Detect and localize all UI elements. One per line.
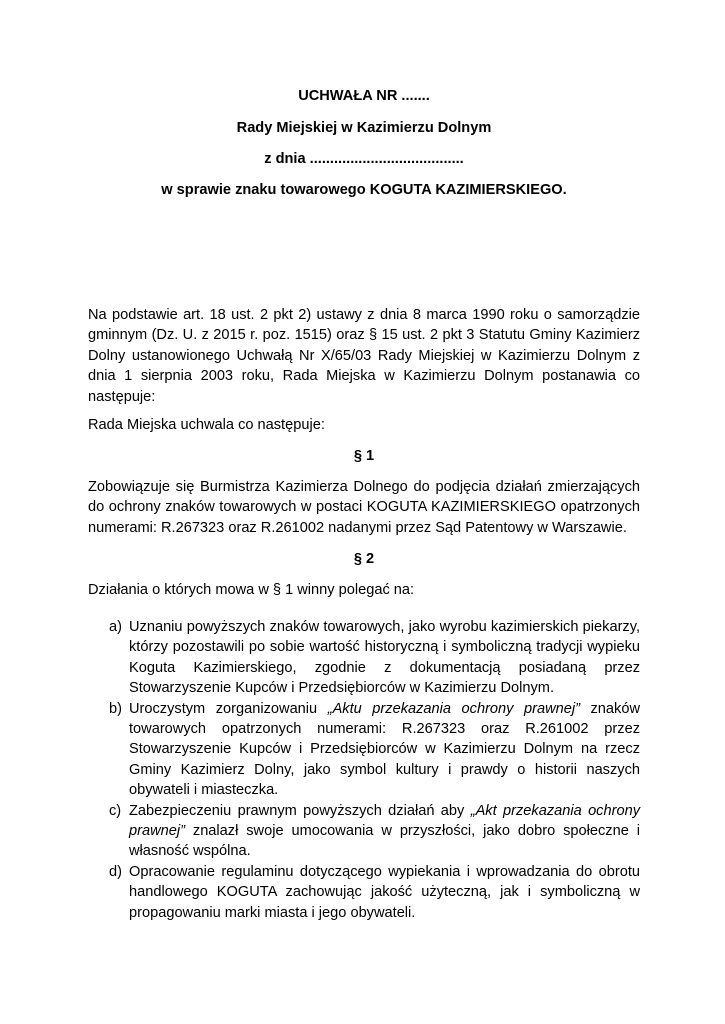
list-item <box>88 617 640 699</box>
list-marker: d) <box>109 863 122 880</box>
section-1-text: Zobowiązuje się Burmistrza Kazimierza Dolnego do podjęcia działań zmierzających do ochrony znaków towarowych w postaci KOGUTA KAZIMIERSKIEGO opatrzonych numerami: R.267323 oraz R.261002 nadanymi przez Sąd Patentowy w Warszawie. <box>88 479 640 536</box>
act-title-italic: „Aktu przekazania ochrony prawnej” <box>327 700 580 717</box>
actions-list <box>88 617 640 923</box>
list-item-text-pre: Zabezpieczeniu prawnym powyższych działań aby <box>129 802 471 819</box>
list-item-text-post: znalazł swoje umocowania w przyszłości, jako dobro społeczne i własność wspólna. <box>129 823 640 860</box>
section-2-heading: § 2 <box>353 551 375 567</box>
council-resolves-line: Rada Miejska uchwala co następuje: <box>88 417 325 433</box>
section-2-lead: Działania o których mowa w § 1 winny polegać na: <box>88 582 415 598</box>
section-1-heading: § 1 <box>353 448 375 464</box>
resolution-title: UCHWAŁA NR ....... <box>298 88 430 104</box>
act-title-italic: „Akt przekazania ochrony prawnej” <box>129 802 640 840</box>
list-item <box>88 699 640 801</box>
legal-basis-paragraph: Na podstawie art. 18 ust. 2 pkt 2) ustawy z dnia 8 marca 1990 roku o samorządzie gminnym (Dz. U. z 2015 r. poz. 1515) oraz § 15 ust. 2 pkt 3 Statutu Gminy Kazimierz Dolny ustanowionego Uchwałą Nr X/65/03 Rady Miejskiej w Kazimierzu Dolnym z dnia 1 sierpnia 2003 roku, Rada Miejska w Kazimierzu Dolnym postanawia co następuje: <box>88 307 640 405</box>
resolution-date: z dnia ...................................... <box>264 151 464 167</box>
list-marker: c) <box>109 802 122 819</box>
list-item-text-pre: Uroczystym zorganizowaniu <box>129 700 328 717</box>
list-item-text: Uznaniu powyższych znaków towarowych, jako wyrobu kazimierskich piekarzy, którzy pozostawili po sobie wartość historyczną i symboliczną tradycji wypieku Koguta Kazimierskiego, zgodnie z dokumentacją posiadaną przez Stowarzyszenie Kupców i Przedsiębiorców w Kazimierzu Dolnym. <box>129 619 640 697</box>
list-marker: a) <box>109 619 122 635</box>
list-item <box>88 801 640 862</box>
list-item <box>88 862 640 923</box>
list-item-text-post: znaków towarowych opatrzonych numerami: R.267323 oraz R.261002 przez Stowarzyszenie Kupców i Przedsiębiorców w Kazimierzu Dolnym na rzecz Gminy Kazimierz Dolny, jako symbol kultury i prawdy o historii naszych obywateli i miasteczka. <box>129 700 640 799</box>
resolution-subject: w sprawie znaku towarowego KOGUTA KAZIMIERSKIEGO. <box>161 182 567 198</box>
list-item-text: Opracowanie regulaminu dotyczącego wypiekania i wprowadzania do obrotu handlowego KOGUTA zachowując jakość użyteczną, jak i symboliczną w propagowaniu marki miasta i jego obywateli. <box>129 863 640 921</box>
council-name: Rady Miejskiej w Kazimierzu Dolnym <box>236 120 492 136</box>
list-marker: b) <box>109 700 122 717</box>
